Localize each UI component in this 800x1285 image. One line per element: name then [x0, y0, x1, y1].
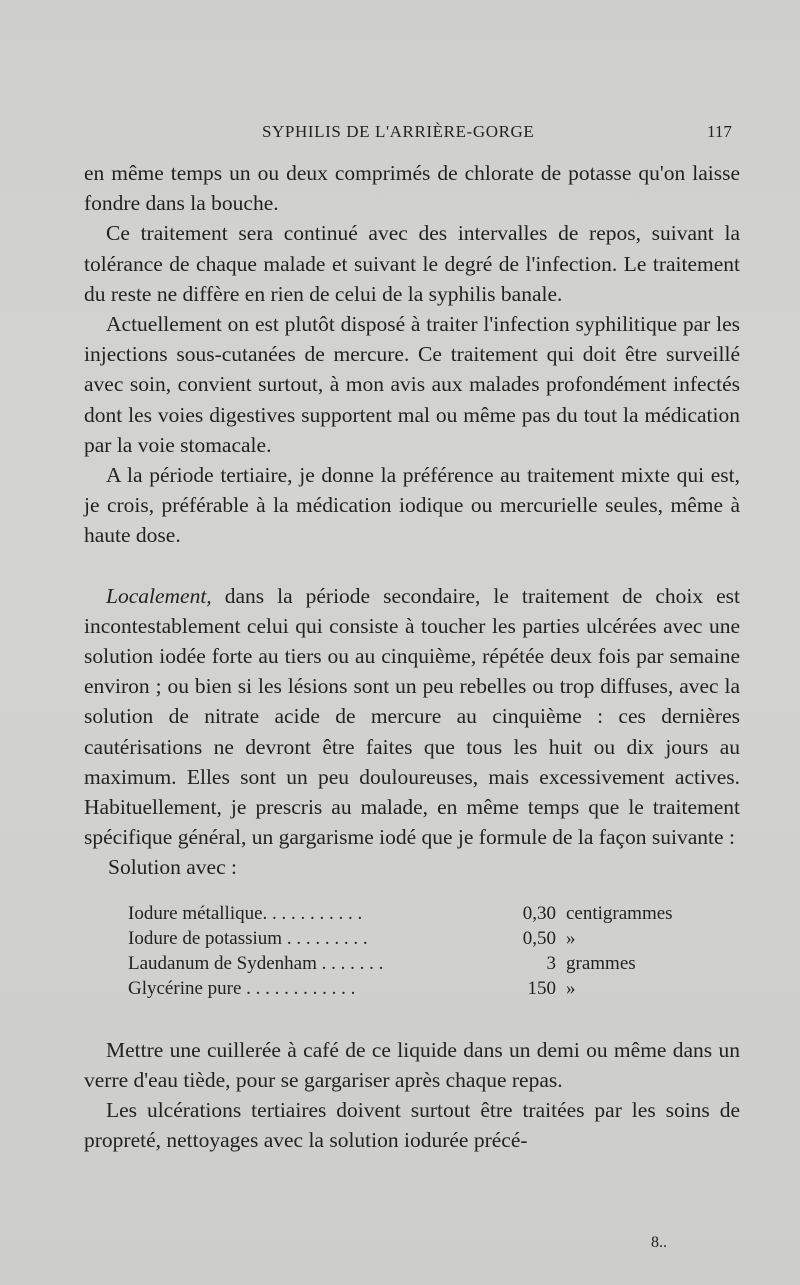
recipe-ingredient: Laudanum de Sydenham . . . . . . . — [128, 952, 384, 974]
signature-mark: 8.. — [651, 1234, 667, 1251]
recipe-unit: centigrammes — [566, 902, 673, 924]
recipe-row — [128, 976, 673, 1001]
recipe-table — [128, 901, 673, 1001]
recipe-quantity: 0,50 — [522, 927, 556, 949]
recipe-row — [128, 951, 673, 976]
recipe-intro: Solution avec : — [108, 855, 237, 880]
recipe-ingredient: Iodure de potassium . . . . . . . . . — [128, 927, 368, 949]
recipe-unit: grammes — [566, 952, 636, 974]
paragraph-1: en même temps un ou deux comprimés de chlorate de potasse qu'on laisse fondre dans la bouche. — [84, 161, 740, 216]
paragraph-6: Mettre une cuillerée à café de ce liquide dans un demi ou même dans un verre d'eau tiède, pour se gargariser après chaque repas. — [84, 1037, 740, 1092]
paragraph-4: A la période tertiaire, je donne la préférence au traitement mixte qui est, je crois, préférable à la médication iodique ou mercurielle seules, même à haute dose. — [84, 463, 740, 548]
paragraph-5-text: dans la période secondaire, le traitement de choix est incontestablement celui qui consiste à toucher les parties ulcérées avec une solution iodée forte au tiers ou au cinquième, répétée deux fois par semaine environ ; ou bien si les lésions sont un peu rebelles ou trop diffuses, avec la solution de nitrate acide de mercure au cinquième : ces dernières cautérisations ne devront être faites que tous les huit ou dix jours au maximum. Elles sont un peu douloureuses, mais excessivement actives. Habituellement, je prescris au malade, en même temps que le traitement spécifique général, un gargarisme iodé que je formule de la façon suivante : — [84, 583, 740, 850]
recipe-unit: » — [566, 927, 576, 949]
recipe-quantity: 0,30 — [522, 902, 556, 924]
recipe-ingredient: Iodure métallique. . . . . . . . . . . — [128, 902, 363, 924]
page-number: 117 — [707, 122, 732, 141]
paragraph-5 — [84, 581, 740, 853]
paragraph-3: Actuellement on est plutôt disposé à traiter l'infection syphilitique par les injections sous-cutanées de mercure. Ce traitement qui doit être surveillé avec soin, convient surtout, à mon avis aux malades profondément infectés dont les voies digestives supportent mal ou même pas du tout la médication par la voie stomacale. — [84, 312, 740, 457]
section-gap — [84, 551, 740, 581]
recipe-quantity: 3 — [546, 952, 556, 974]
page-header — [0, 122, 800, 146]
recipe-quantity: 150 — [527, 977, 556, 999]
recipe-row — [128, 926, 673, 951]
recipe-unit: » — [566, 977, 576, 999]
body-text — [84, 158, 740, 1155]
recipe-ingredient: Glycérine pure . . . . . . . . . . . . — [128, 977, 356, 999]
paragraph-7: Les ulcérations tertiaires doivent surtout être traitées par les soins de propreté, nettoyages avec la solution iodurée précé- — [84, 1098, 740, 1153]
localement-italic: Localement, — [106, 583, 212, 608]
paragraph-2: Ce traitement sera continué avec des intervalles de repos, suivant la tolérance de chaque malade et suivant le degré de l'infection. Le traitement du reste ne diffère en rien de celui de la syphilis banale. — [84, 221, 740, 306]
recipe-row — [128, 901, 673, 926]
running-title: SYPHILIS DE L'ARRIÈRE-GORGE — [262, 122, 535, 141]
